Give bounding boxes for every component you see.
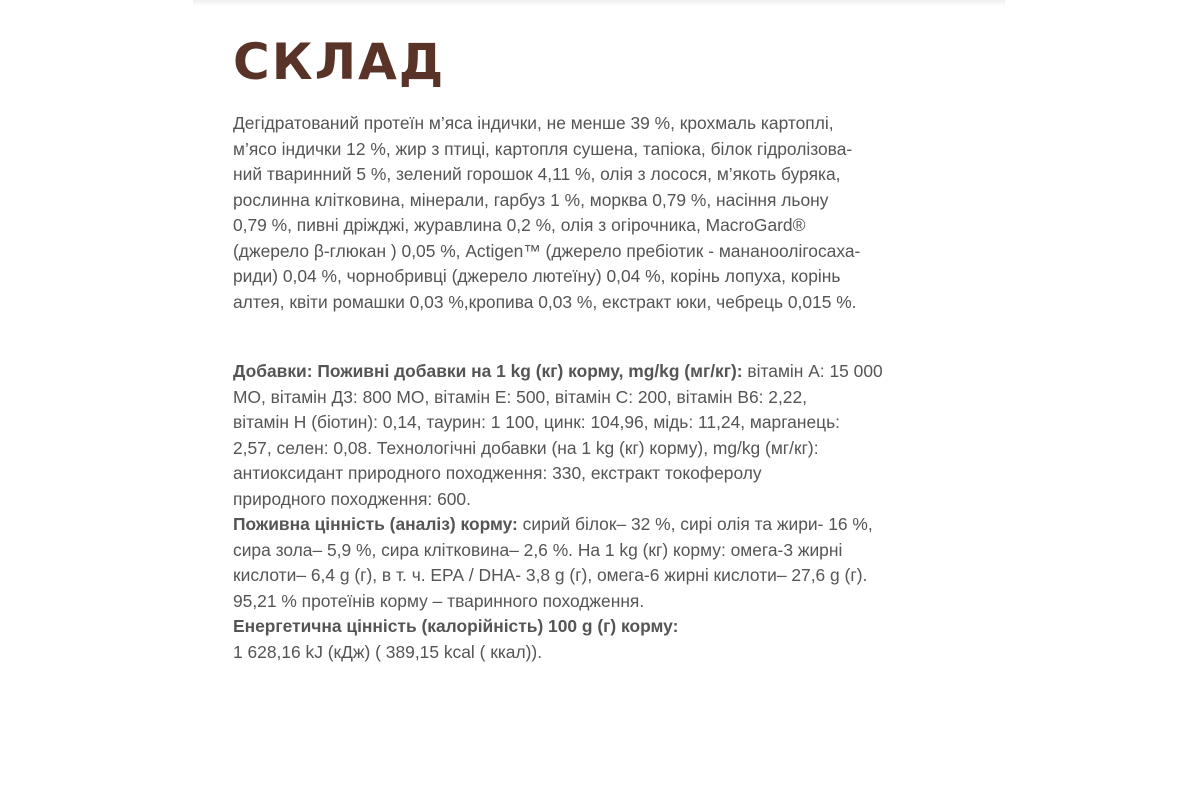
energy-line [233, 614, 973, 640]
composition-line: алтея, квіти ромашки 0,03 %,кропива 0,03 %, екстракт юки, чебрець 0,015 %. [233, 291, 857, 312]
nutrition-line [233, 512, 973, 538]
additives-text: вітамін А: 15 000 [742, 361, 883, 381]
page-title: СКЛАД [233, 33, 446, 91]
additives-line: МО, вітамін Д3: 800 МО, вітамін Е: 500, вітамін С: 200, вітамін В6: 2,22, [233, 386, 807, 407]
additives-line [233, 359, 973, 385]
composition-line: 0,79 %, пивні дріжджі, журавлина 0,2 %, олія з огірочника, MacroGard® [233, 215, 806, 235]
composition-line: м’ясо індички 12 %, жир з птиці, картопля сушена, тапіока, білок гідролізова- [233, 138, 853, 159]
nutrition-line: 95,21 % протеїнів корму – тваринного походження. [233, 590, 645, 611]
composition-text [233, 111, 973, 315]
additives-line: 2,57, селен: 0,08. Технологічні добавки (на 1 kg (кг) корму), mg/kg (мг/кг): [233, 437, 819, 458]
nutrition-line: кислоти– 6,4 g (г), в т. ч. ЕРА / DHA- 3,8 g (г), омега-6 жирні кислоти– 27,6 g (г). [233, 565, 868, 585]
top-shade [193, 0, 1005, 6]
composition-line: Дегідратований протеїн м’яса індички, не менше 39 %, крохмаль картоплі, [233, 113, 834, 133]
additives-line: природного походження: 600. [233, 488, 471, 509]
composition-line: риди) 0,04 %, чорнобривці (джерело лютеїну) 0,04 %, корінь лопуха, корінь [233, 266, 841, 286]
energy-value: 1 628,16 kJ (кДж) ( 389,15 kcal ( ккал)). [233, 641, 543, 662]
additives-line: антиоксидант природного походження: 330, екстракт токоферолу [233, 463, 762, 483]
nutrition-heading: Поживна цінність (аналіз) корму: [233, 514, 518, 534]
additives-line: вітамін Н (біотин): 0,14, таурин: 1 100, цинк: 104,96, мідь: 11,24, марганець: [233, 412, 840, 432]
composition-line: рослинна клітковина, мінерали, гарбуз 1 %, морква 0,79 %, насіння льону [233, 189, 829, 210]
nutrition-details [233, 359, 973, 665]
nutrition-line: сира зола– 5,9 %, сира клітковина– 2,6 %. На 1 kg (кг) корму: омега-3 жирні [233, 539, 843, 560]
composition-line: (джерело β-глюкан ) 0,05 %, Actigen™ (джерело пребіотик - мананоолігосаха- [233, 240, 861, 261]
energy-heading: Енергетична цінність (калорійність) 100 g (г) корму: [233, 616, 679, 636]
additives-heading: Добавки: Поживні добавки на 1 kg (кг) корму, mg/kg (мг/кг): [233, 361, 743, 381]
composition-line: ний тваринний 5 %, зелений горошок 4,11 %, олія з лосося, м’якоть буряка, [233, 164, 841, 184]
nutrition-text: сирий білок– 32 %, сирі олія та жири- 16 %, [517, 514, 873, 534]
